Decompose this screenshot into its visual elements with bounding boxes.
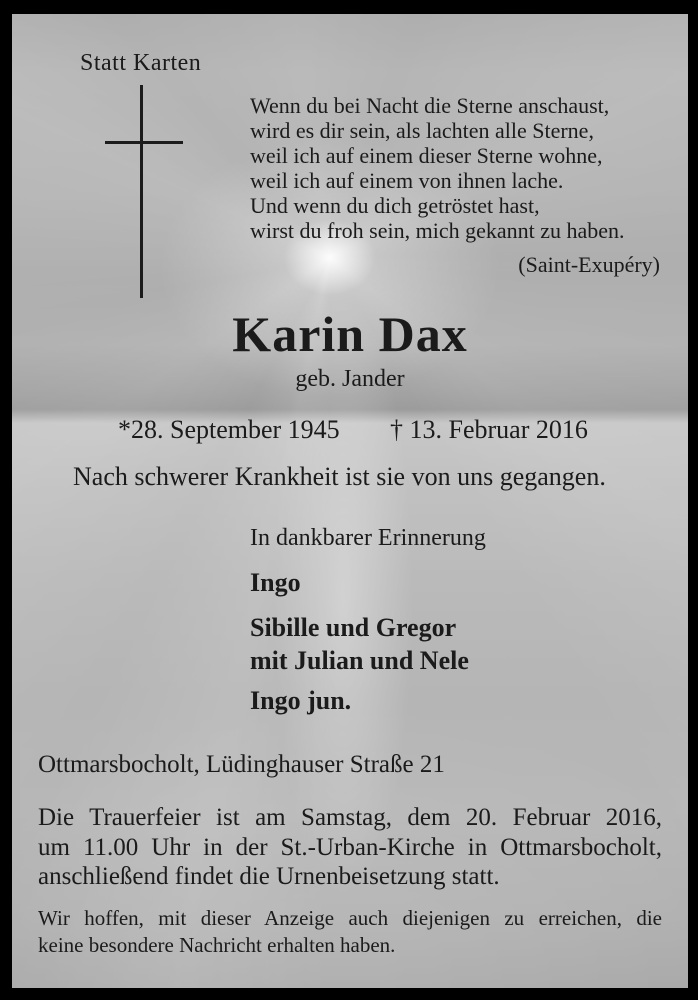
maiden-name: geb. Jander bbox=[295, 366, 405, 392]
closing-line: Wir hoffen, mit dieser Anzeige auch diejenigen zu erreichen, die bbox=[38, 906, 662, 930]
poem-line: Und wenn du dich getröstet hast, bbox=[250, 193, 540, 218]
funeral-line: um 11.00 Uhr in der St.-Urban-Kirche in Ottmarsbocholt, bbox=[38, 833, 662, 861]
death-date: † 13. Februar 2016 bbox=[390, 415, 588, 444]
address-line: Ottmarsbocholt, Lüdinghauser Straße 21 bbox=[38, 751, 445, 778]
mourner-name: Sibille und Gregor bbox=[250, 613, 457, 642]
cross-icon bbox=[105, 141, 183, 144]
mourner-name: mit Julian und Nele bbox=[250, 646, 469, 675]
funeral-line: Die Trauerfeier ist am Samstag, dem 20. Februar 2016, bbox=[38, 804, 662, 831]
mourner-name: Ingo bbox=[250, 568, 301, 597]
poem-quote bbox=[250, 93, 625, 243]
closing-note bbox=[38, 905, 662, 958]
poem-line: Wenn du bei Nacht die Sterne anschaust, bbox=[250, 93, 610, 118]
funeral-info bbox=[38, 803, 662, 892]
deceased-name: Karin Dax bbox=[232, 306, 468, 362]
funeral-line: anschließend findet die Urnenbeisetzung statt. bbox=[38, 863, 500, 890]
remembrance-label: In dankbarer Erinnerung bbox=[250, 525, 486, 551]
cross-icon bbox=[140, 85, 143, 298]
mourner-name: Ingo jun. bbox=[250, 686, 352, 715]
poem-line: wird es dir sein, als lachten alle Sterne, bbox=[250, 118, 594, 143]
death-message: Nach schwerer Krankheit ist sie von uns gegangen. bbox=[73, 462, 606, 491]
obituary-notice bbox=[12, 14, 688, 988]
poem-line: wirst du froh sein, mich gekannt zu haben. bbox=[250, 218, 625, 243]
poem-line: weil ich auf einem dieser Sterne wohne, bbox=[250, 143, 603, 168]
poem-line: weil ich auf einem von ihnen lache. bbox=[250, 168, 564, 193]
birth-date: *28. September 1945 bbox=[118, 415, 340, 444]
poem-attribution: (Saint-Exupéry) bbox=[518, 252, 660, 277]
statt-karten-label: Statt Karten bbox=[80, 50, 202, 76]
closing-line: keine besondere Nachricht erhalten haben. bbox=[38, 932, 396, 957]
